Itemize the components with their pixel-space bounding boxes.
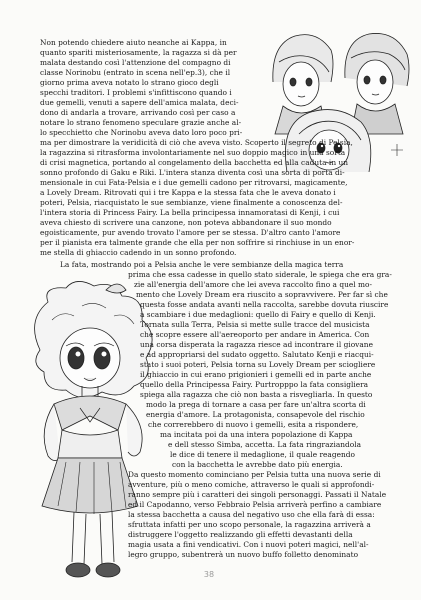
text-line: modo la prega di tornare a casa per fare un'altra scorta di xyxy=(146,400,366,409)
text-line: quello della Principessa Fairy. Purtropppo la fata consigliera xyxy=(140,380,369,389)
text-line: legro gruppo, subentrerà un nuovo buffo folletto denominato xyxy=(128,550,359,559)
text-line: specchi traditori. I problemi s'infittiscono quando i xyxy=(40,88,232,97)
text-line: me stella di ghiaccio cadendo in un sonno profondo. xyxy=(40,248,237,257)
text-line: quanto spariti misteriosamente, la ragazza si dà per xyxy=(40,48,237,57)
text-line: ma per dimostrare la veridicità di ciò che aveva visto. Scoperto il segreto di Pelsia, xyxy=(40,138,353,147)
text-line: che correrebbero di nuovo i gemelli, esita a rispondere, xyxy=(148,420,359,429)
text-line: La fata, mostrando poi a Pelsia anche le vere sembianze della magica terra xyxy=(60,260,344,269)
text-line: lo specchietto che Norinobu aveva dato loro poco pri- xyxy=(40,128,243,137)
text-line: giorno prima aveva notato lo strano gioco degli xyxy=(40,78,219,87)
text-line: sfruttata infatti per uno scopo personale, la ragazzina arriverà a xyxy=(128,520,371,529)
text-line: zie all'energia dell'amore che lei aveva raccolto fino a quel mo- xyxy=(134,280,373,289)
text-line: le dice di tenere il medaglione, il quale reagendo xyxy=(170,450,355,459)
text-line: poteri, Pelsia, riacquistato le sue sembianze, viene finalmente a conoscenza del- xyxy=(40,198,343,207)
text-line: sonno profondo di Gaku e Riki. L'intera stanza diventa così una sorta di porta di- xyxy=(40,168,345,177)
text-line: questa fosse andata avanti nella raccolta, sarebbe dovuta riuscire xyxy=(140,300,389,309)
text-line: spiega alla ragazza che ciò non basta a risvegliarla. In questo xyxy=(140,390,373,399)
text-line: egoisticamente, pur avendo trovato l'amore per se stessa. D'altro canto l'amore xyxy=(40,228,341,237)
text-line: a Lovely Dream. Ritrovati qui i tre Kappa e la stessa fata che le aveva donato i xyxy=(40,188,336,197)
text-line: ranno sempre più i caratteri dei singoli personaggi. Passati il Natale xyxy=(128,490,387,499)
text-line: prima che essa cadesse in quello stato siderale, le spiega che era gra- xyxy=(128,270,392,279)
text-line: di crisi magnetica, portando al congelamento della bacchetta ed alla caduta in un xyxy=(40,158,349,167)
text-line: dono di andarla a trovare, arrivando così per caso a xyxy=(40,108,236,117)
text-line: energia d'amore. La protagonista, consapevole del rischio xyxy=(146,410,365,419)
text-line: stato i suoi poteri, Pelsia torna su Lovely Dream per sciogliere xyxy=(140,360,376,369)
text-line: avventure, più o meno comiche, attraverso le quali si approfondi- xyxy=(128,480,375,489)
text-line: ma incitata poi da una intera popolazione di Kappa xyxy=(160,430,353,439)
text-line: notare lo strano fenomeno speculare grazie anche al- xyxy=(40,118,242,127)
text-line: l'intera storia di Princess Fairy. La bella principessa innamoratasi di Kenji, i cui xyxy=(40,208,340,217)
text-line: classe Norinobu (entrato in scena nell'ep.3), che il xyxy=(40,68,231,77)
text-line: mensionale in cui Fata-Pelsia e i due gemelli cadono per ritrovarsi, magicamente, xyxy=(40,178,348,187)
text-line: la ragazzina si ritrasforma involontariamente nel suo doppio magico in una sorta xyxy=(40,148,346,157)
text-line: distruggere l'oggetto realizzando gli effetti devastanti della xyxy=(128,530,353,539)
text-line: Non potendo chiedere aiuto neanche ai Kappa, in xyxy=(40,38,227,47)
text-line: magia usata a fini vendicativi. Con i nuovi poteri magici, nell'al- xyxy=(128,540,369,549)
text-line: malata destando così l'attenzione del compagno di xyxy=(40,58,231,67)
text-line: Tornata sulla Terra, Pelsia si mette sulle tracce del musicista xyxy=(140,320,370,329)
text-line: aveva chiesto di scrivere una canzone, non poteva abbandonare il suo mondo xyxy=(40,218,332,227)
page-number: 38 xyxy=(203,570,215,579)
text-line: Da questo momento cominciano per Pelsia tutta una nuova serie di xyxy=(128,470,381,479)
text-line: per il pianista era talmente grande che ella per non soffrire si rinchiuse in un enor- xyxy=(40,238,355,247)
text-line: con la bacchetta le avrebbe dato più energia. xyxy=(172,460,343,469)
text-line: il ghiaccio in cui erano prigionieri i gemelli ed in parte anche xyxy=(140,370,372,379)
text-line: una corsa disperata la ragazza riesce ad incontrare il giovane xyxy=(140,340,373,349)
text-line: a scambiare i due medaglioni: quello di Fairy e quello di Kenji. xyxy=(140,310,376,319)
text-line: due gemelli, venuti a sapere dell'amica malata, deci- xyxy=(40,98,239,107)
text-line: che scopre essere all'aereoporto per andare in America. Con xyxy=(140,330,370,339)
text-line: e dell stesso Simba, accetta. La fata ringraziandola xyxy=(168,440,362,449)
text-line: ed il Capodanno, verso Febbraio Pelsia arriverà perfino a cambiare xyxy=(128,500,382,509)
text-line: e ad appropriarsi del sudato oggetto. Salutato Kenji e riacqui- xyxy=(140,350,374,359)
text-line: la stessa bacchetta a causa del negativo uso che ella farà di essa: xyxy=(128,510,375,519)
text-line: mento che Lovely Dream era riuscito a sopravvivere. Per far sì che xyxy=(136,290,388,299)
